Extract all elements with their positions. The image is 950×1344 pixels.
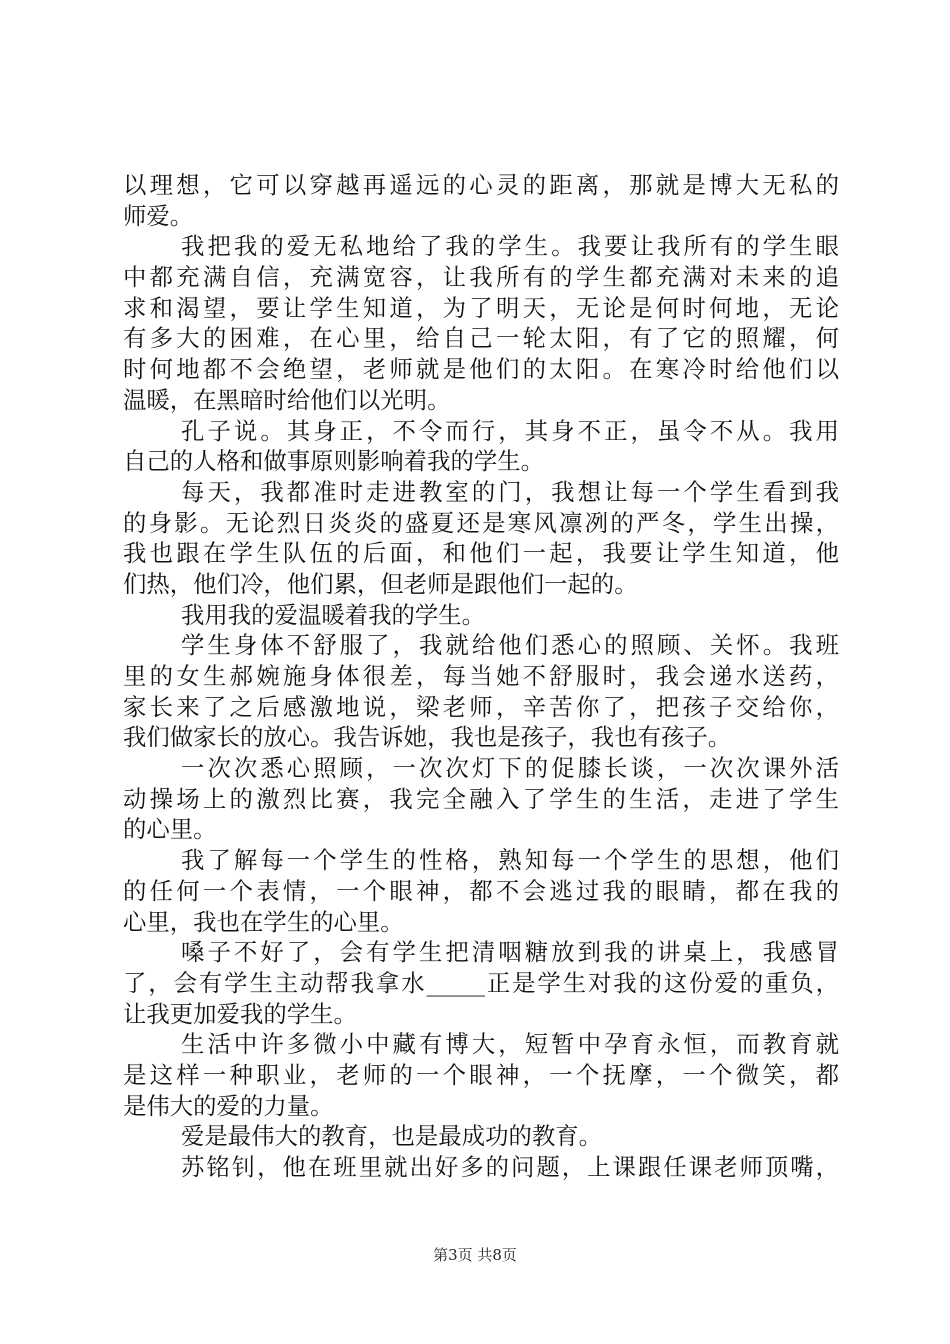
text-line: 我们做家长的放心。我告诉她，我也是孩子，我也有孩子。: [123, 723, 732, 752]
text-line: 的身影。无论烈日炎炎的盛夏还是寒风凛冽的严冬，学生出操，: [123, 508, 839, 537]
text-line: 是这样一种职业，老师的一个眼神，一个抚摩，一个微笑，都: [123, 1060, 839, 1089]
text-line: 生活中许多微小中藏有博大，短暂中孕育永恒，而教育就: [181, 1030, 839, 1059]
text-line: 动操场上的激烈比赛，我完全融入了学生的生活，走进了学生: [123, 784, 839, 813]
text-line: 了，会有学生主动帮我拿水_____正是学生对我的这份爱的重负，: [123, 968, 839, 997]
text-line: 是伟大的爱的力量。: [123, 1091, 334, 1120]
text-line: 一次次悉心照顾，一次次灯下的促膝长谈，一次次课外活: [181, 754, 839, 783]
text-line: 嗓子不好了，会有学生把清咽糖放到我的讲桌上，我感冒: [181, 938, 839, 967]
text-line: 以理想，它可以穿越再遥远的心灵的距离，那就是博大无私的: [123, 171, 839, 199]
text-line: 每天，我都准时走进教室的门，我想让每一个学生看到我: [181, 477, 839, 506]
text-line: 有多大的困难，在心里，给自己一轮太阳，有了它的照耀，何: [123, 324, 839, 353]
text-line: 求和渴望，要让学生知道，为了明天，无论是何时何地，无论: [123, 293, 839, 322]
text-line: 们热，他们冷，他们累，但老师是跟他们一起的。: [123, 569, 638, 598]
page-number-footer: 第3页 共8页: [433, 1246, 517, 1264]
text-line: 爱是最伟大的教育，也是最成功的教育。: [181, 1122, 603, 1151]
text-line: 苏铭钊，他在班里就出好多的问题，上课跟任课老师顶嘴，: [181, 1153, 839, 1181]
text-line: 孔子说。其身正，不令而行，其身不正，虽令不从。我用: [181, 416, 839, 445]
text-line: 我把我的爱无私地给了我的学生。我要让我所有的学生眼: [181, 232, 839, 261]
text-line: 自己的人格和做事原则影响着我的学生。: [123, 447, 545, 476]
text-line: 学生身体不舒服了，我就给他们悉心的照顾、关怀。我班: [181, 631, 839, 660]
text-line: 心里，我也在学生的心里。: [123, 907, 404, 936]
text-line: 时何地都不会绝望，老师就是他们的太阳。在寒冷时给他们以: [123, 355, 839, 384]
text-line: 我用我的爱温暖着我的学生。: [181, 600, 486, 629]
text-line: 的任何一个表情，一个眼神，都不会逃过我的眼睛，都在我的: [123, 876, 839, 905]
text-line: 温暖，在黑暗时给他们以光明。: [123, 385, 451, 414]
text-line: 里的女生郝婉施身体很差，每当她不舒服时，我会递水送药，: [123, 662, 839, 690]
text-line: 师爱。: [123, 201, 194, 230]
text-line: 的心里。: [123, 815, 217, 844]
text-line: 让我更加爱我的学生。: [123, 999, 357, 1028]
text-line: 我也跟在学生队伍的后面，和他们一起，我要让学生知道，他: [123, 539, 839, 568]
text-line: 我了解每一个学生的性格，熟知每一个学生的思想，他们: [181, 846, 839, 875]
text-line: 家长来了之后感激地说，梁老师，辛苦你了，把孩子交给你，: [123, 692, 839, 721]
document-body: [123, 170, 839, 1183]
text-line: 中都充满自信，充满宽容，让我所有的学生都充满对未来的追: [123, 263, 839, 292]
